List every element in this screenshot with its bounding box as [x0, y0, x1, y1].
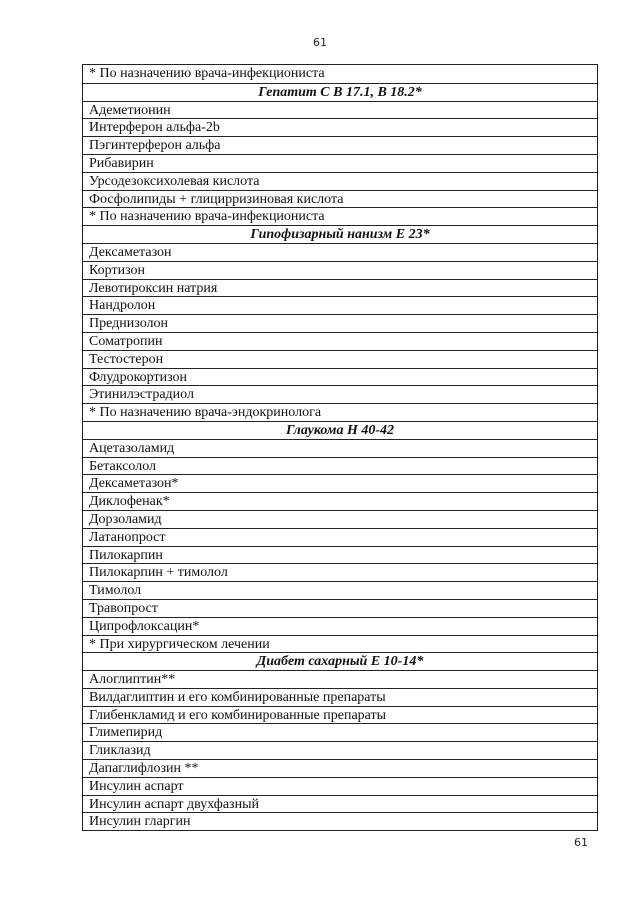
table-row: Тестостерон	[83, 350, 597, 368]
table-row: Флудрокортизон	[83, 368, 597, 386]
table-row: Дексаметазон	[83, 243, 597, 261]
table-row: * По назначению врача-инфекциониста	[83, 207, 597, 225]
table-row: Дексаметазон*	[83, 474, 597, 492]
table-row: Латанопрост	[83, 528, 597, 546]
table-row: Инсулин аспарт двухфазный	[83, 795, 597, 813]
table-row: Этинилэстрадиол	[83, 385, 597, 403]
page-number-top: 61	[313, 36, 327, 49]
table-row: * По назначению врача-эндокринолога	[83, 403, 597, 421]
table-row: Ципрофлоксацин*	[83, 617, 597, 635]
table-row: * По назначению врача-инфекциониста	[89, 66, 325, 81]
table-row: Левотироксин натрия	[83, 279, 597, 297]
table-row: Пилокарпин	[83, 546, 597, 564]
table-row: Инсулин гларгин	[83, 812, 597, 830]
table-row: Травопрост	[83, 599, 597, 617]
table-row: Кортизон	[83, 261, 597, 279]
section-header: Диабет сахарный Е 10-14*	[83, 652, 597, 670]
table-row: Дапаглифлозин **	[83, 759, 597, 777]
table-row: Дорзоламид	[83, 510, 597, 528]
table-row: Адеметионин	[83, 101, 597, 119]
table-row: Интерферон альфа-2b	[83, 118, 597, 136]
table-row: Ацетазоламид	[83, 439, 597, 457]
table-row: * При хирургическом лечении	[83, 635, 597, 653]
table-row: Бетаксолол	[83, 457, 597, 475]
section-header: Глаукома Н 40-42	[83, 421, 597, 439]
table-row: Преднизолон	[83, 314, 597, 332]
section-header: Гипофизарный нанизм Е 23*	[83, 225, 597, 243]
table-row: Инсулин аспарт	[83, 777, 597, 795]
table-row: Нандролон	[83, 296, 597, 314]
page-number-bottom: 61	[574, 836, 588, 849]
table-row: Глибенкламид и его комбинированные препараты	[83, 706, 597, 724]
table-row: Урсодезоксихолевая кислота	[83, 172, 597, 190]
section-header: Гепатит С В 17.1, В 18.2*	[83, 83, 597, 101]
table-row: Соматропин	[83, 332, 597, 350]
table-row: Глимепирид	[83, 723, 597, 741]
table-row: Пэгинтерферон альфа	[83, 136, 597, 154]
table-row: Вилдаглиптин и его комбинированные препараты	[83, 688, 597, 706]
table-row: Пилокарпин + тимолол	[83, 563, 597, 581]
table-row: Алоглиптин**	[83, 670, 597, 688]
table-row: Фосфолипиды + глицирризиновая кислота	[83, 190, 597, 208]
table-row: Гликлазид	[83, 741, 597, 759]
medication-table	[82, 64, 598, 831]
table-row: Диклофенак*	[83, 492, 597, 510]
table-row: Тимолол	[83, 581, 597, 599]
table-row: Рибавирин	[83, 154, 597, 172]
